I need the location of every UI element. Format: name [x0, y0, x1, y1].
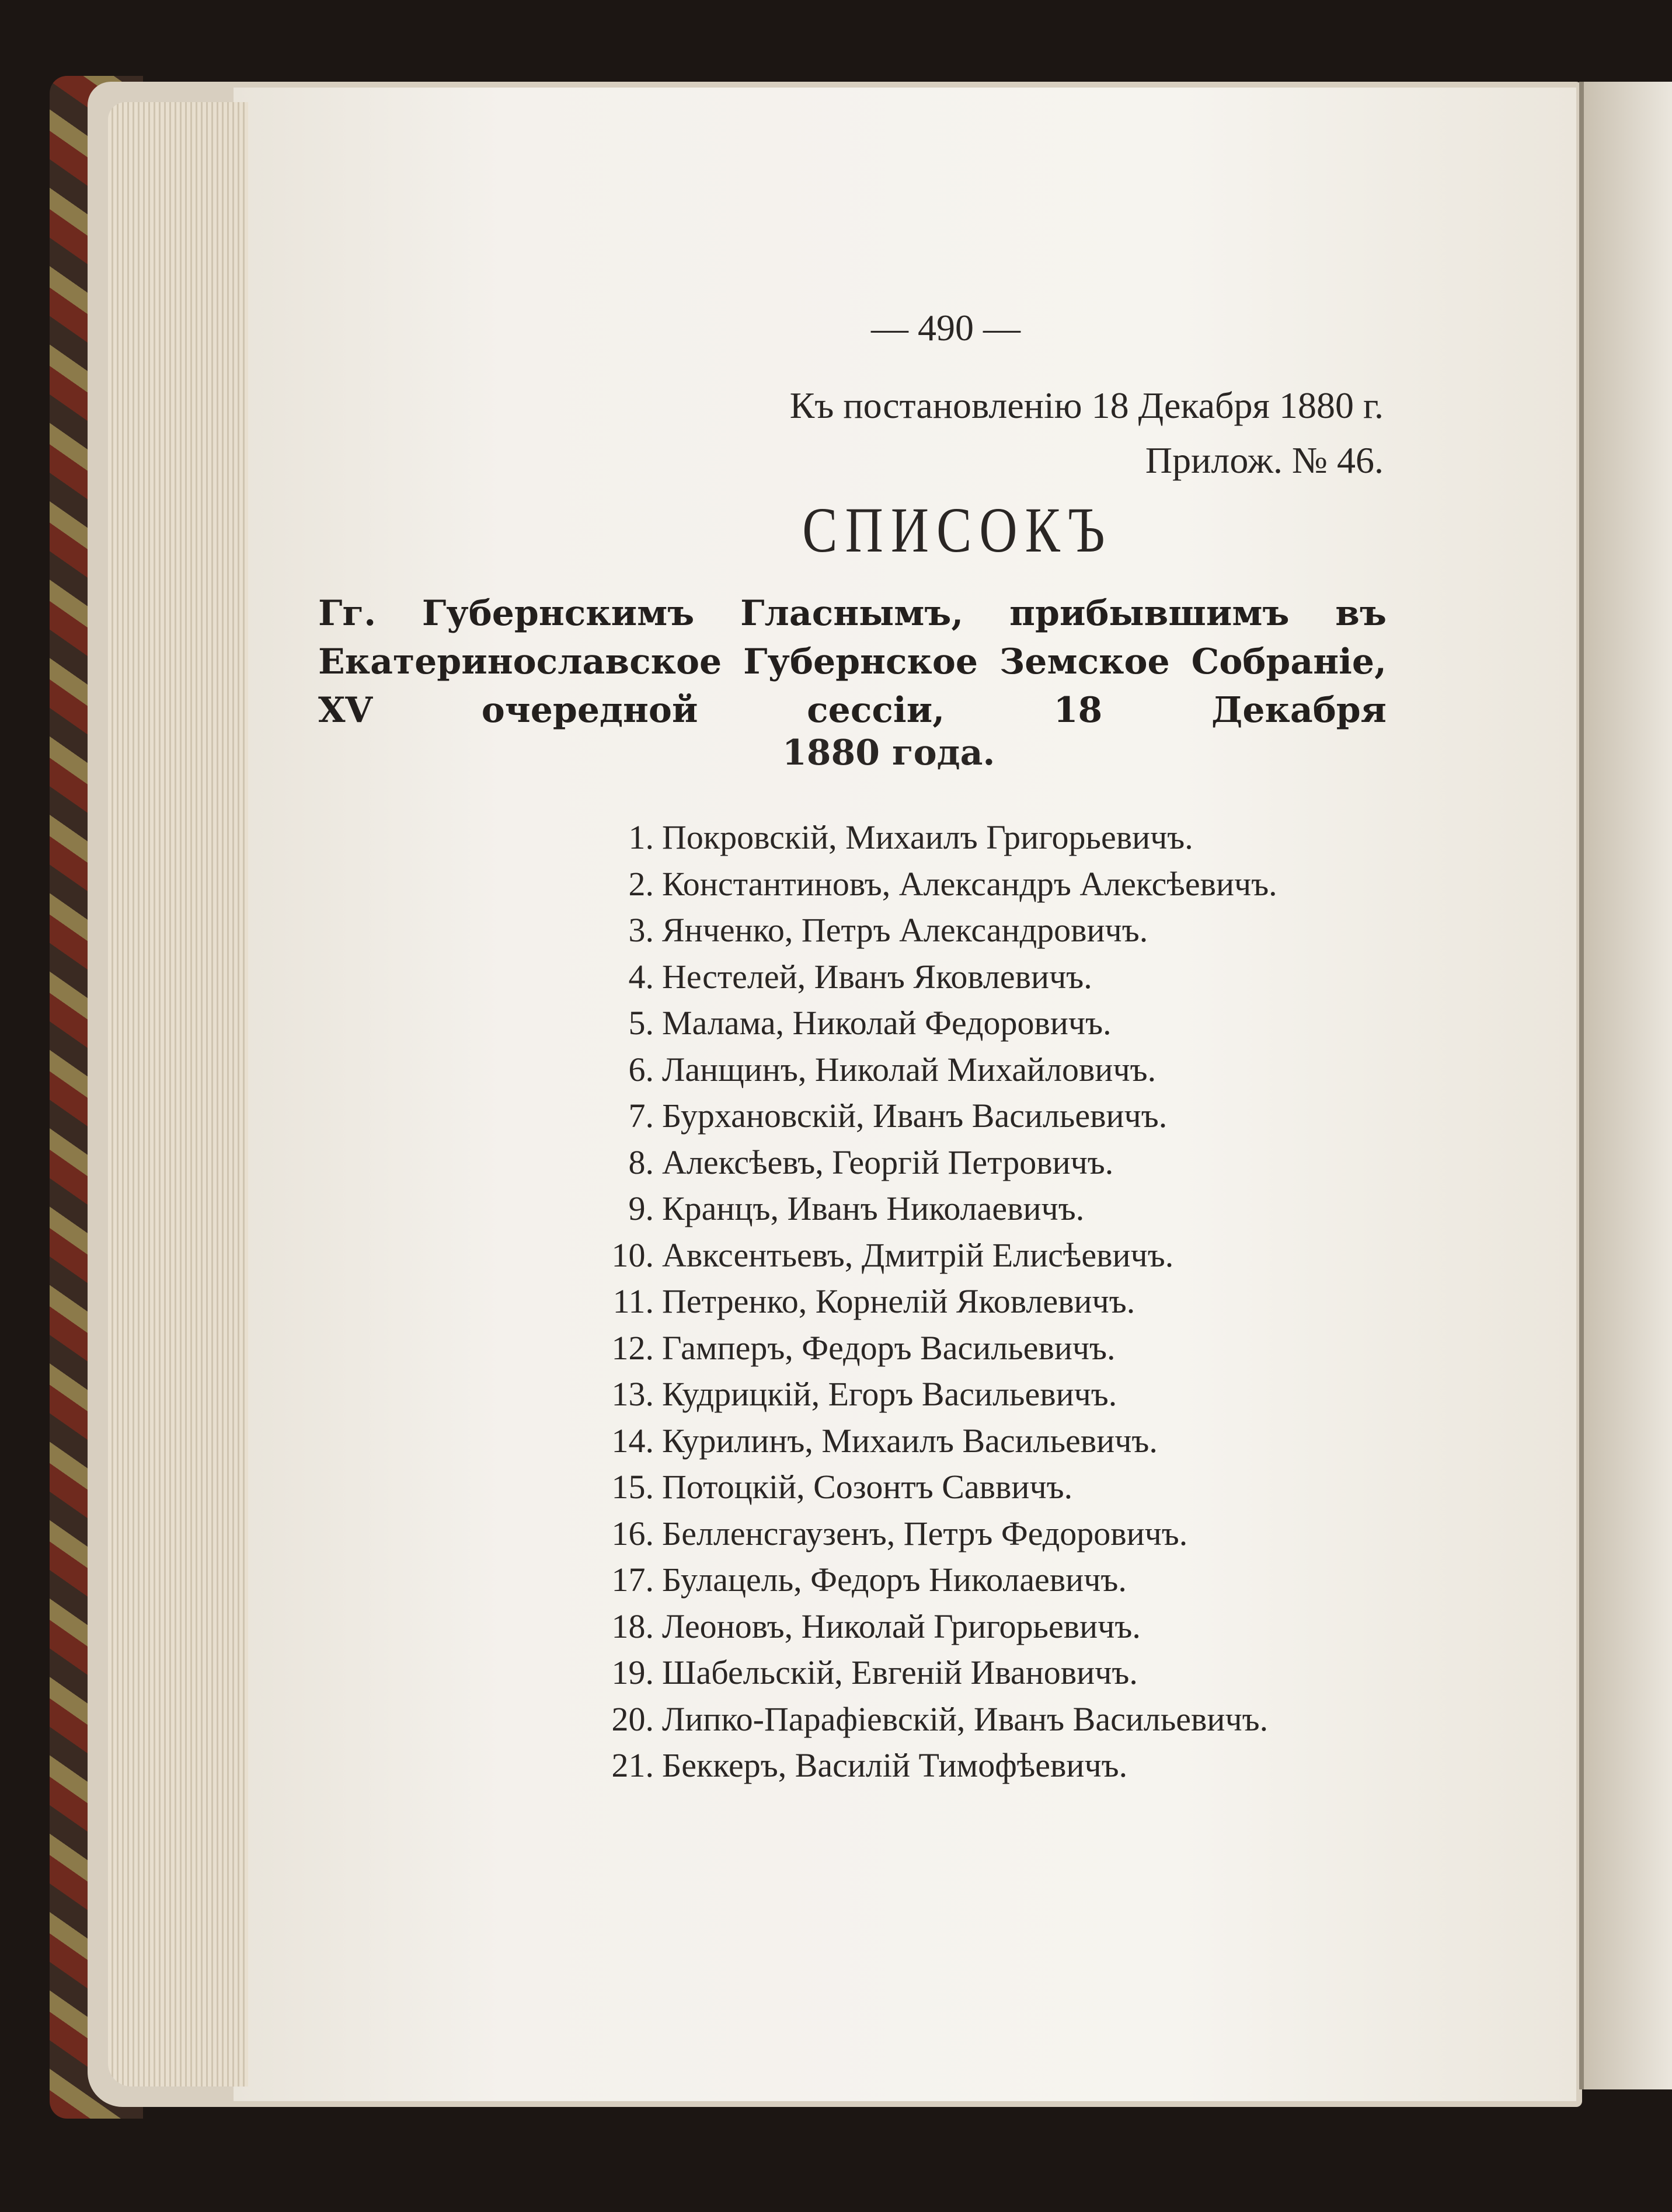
list-item-name: Белленсгаузенъ, Петръ Федоровичъ. — [662, 1514, 1188, 1552]
list-item — [584, 1139, 1277, 1186]
list-item-name: Гамперъ, Федоръ Васильевичъ. — [662, 1328, 1116, 1367]
annex-number: Прилож. № 46. — [1145, 439, 1384, 481]
list-item — [584, 1232, 1277, 1279]
list-item — [584, 1418, 1277, 1464]
list-item-name: Курилинъ, Михаилъ Васильевичъ. — [662, 1421, 1158, 1460]
list-item-name: Бурхановскій, Иванъ Васильевичъ. — [662, 1097, 1168, 1135]
page-number: — 490 — — [871, 307, 1020, 348]
list-item-name: Булацель, Федоръ Николаевичъ. — [662, 1561, 1127, 1599]
list-item-number: 2. — [628, 864, 654, 903]
list-item — [584, 907, 1277, 954]
list-item-name: Малама, Николай Федоровичъ. — [662, 1004, 1112, 1042]
list-item-number: 13. — [611, 1375, 654, 1413]
list-item-name: Петренко, Корнелій Яковлевичъ. — [662, 1282, 1135, 1320]
list-item-number: 20. — [611, 1700, 654, 1738]
members-list — [584, 814, 1277, 1789]
list-item-name: Константиновъ, Александръ Алексѣевичъ. — [662, 864, 1277, 903]
resolution-reference: Къ постановленію 18 Декабря 1880 г. — [789, 385, 1384, 426]
list-item-name: Янченко, Петръ Александровичъ. — [662, 911, 1148, 949]
list-item — [584, 1325, 1277, 1372]
list-item — [584, 1278, 1277, 1325]
list-item-name: Кранцъ, Иванъ Николаевичъ. — [662, 1189, 1085, 1227]
list-item — [584, 1464, 1277, 1510]
list-item-number: 8. — [628, 1143, 654, 1181]
list-item — [584, 1557, 1277, 1603]
list-item-number: 5. — [628, 1004, 654, 1042]
document-heading: СПИСОКЪ — [802, 494, 1113, 566]
list-item-number: 12. — [611, 1328, 654, 1367]
list-item-number: 18. — [611, 1607, 654, 1645]
list-item-number: 10. — [611, 1236, 654, 1274]
list-item-name: Леоновъ, Николай Григорьевичъ. — [662, 1607, 1141, 1645]
list-item-number: 14. — [611, 1421, 654, 1460]
list-item — [584, 954, 1277, 1000]
list-item — [584, 1603, 1277, 1650]
list-item — [584, 1093, 1277, 1139]
list-item — [584, 1649, 1277, 1696]
list-item-name: Кудрицкій, Егоръ Васильевичъ. — [662, 1375, 1117, 1413]
list-item-number: 16. — [611, 1514, 654, 1552]
list-item-name: Нестелей, Иванъ Яковлевичъ. — [662, 957, 1092, 996]
list-item-number: 9. — [628, 1189, 654, 1227]
list-item-number: 19. — [611, 1653, 654, 1691]
document-subtitle: Гг. Губернскимъ Гласнымъ, прибывшимъ въ Екатеринославское Губернское Земское Собраніе, XV очередной сессіи, 18 Декабря — [318, 593, 1387, 731]
list-item-number: 17. — [611, 1561, 654, 1599]
list-item — [584, 1185, 1277, 1232]
list-item-name: Беккеръ, Василій Тимофѣевичъ. — [662, 1746, 1128, 1784]
list-item — [584, 1046, 1277, 1093]
list-item-number: 1. — [628, 818, 654, 856]
list-item-name: Ланщинъ, Николай Михайловичъ. — [662, 1050, 1157, 1088]
list-item-number: 6. — [628, 1050, 654, 1088]
list-item — [584, 861, 1277, 908]
list-item-name: Алексѣевъ, Георгій Петровичъ. — [662, 1143, 1114, 1181]
list-item — [584, 1742, 1277, 1789]
list-item — [584, 814, 1277, 861]
list-item — [584, 1510, 1277, 1557]
list-item-number: 21. — [611, 1746, 654, 1784]
list-item-name: Липко-Парафіевскій, Иванъ Васильевичъ. — [662, 1700, 1269, 1738]
list-item-name: Покровскій, Михаилъ Григорьевичъ. — [662, 818, 1193, 856]
list-item-name: Потоцкій, Созонтъ Саввичъ. — [662, 1468, 1073, 1506]
list-item-number: 11. — [612, 1282, 654, 1320]
list-item-number: 4. — [628, 957, 654, 996]
list-item-number: 7. — [628, 1097, 654, 1135]
list-item — [584, 1000, 1277, 1046]
list-item-number: 15. — [611, 1468, 654, 1506]
document-subtitle-year: 1880 года. — [782, 732, 995, 773]
list-item — [584, 1696, 1277, 1743]
list-item-name: Шабельскій, Евгеній Ивановичъ. — [662, 1653, 1138, 1691]
list-item — [584, 1371, 1277, 1418]
list-item-name: Авксентьевъ, Дмитрій Елисѣевичъ. — [662, 1236, 1174, 1274]
list-item-number: 3. — [628, 911, 654, 949]
